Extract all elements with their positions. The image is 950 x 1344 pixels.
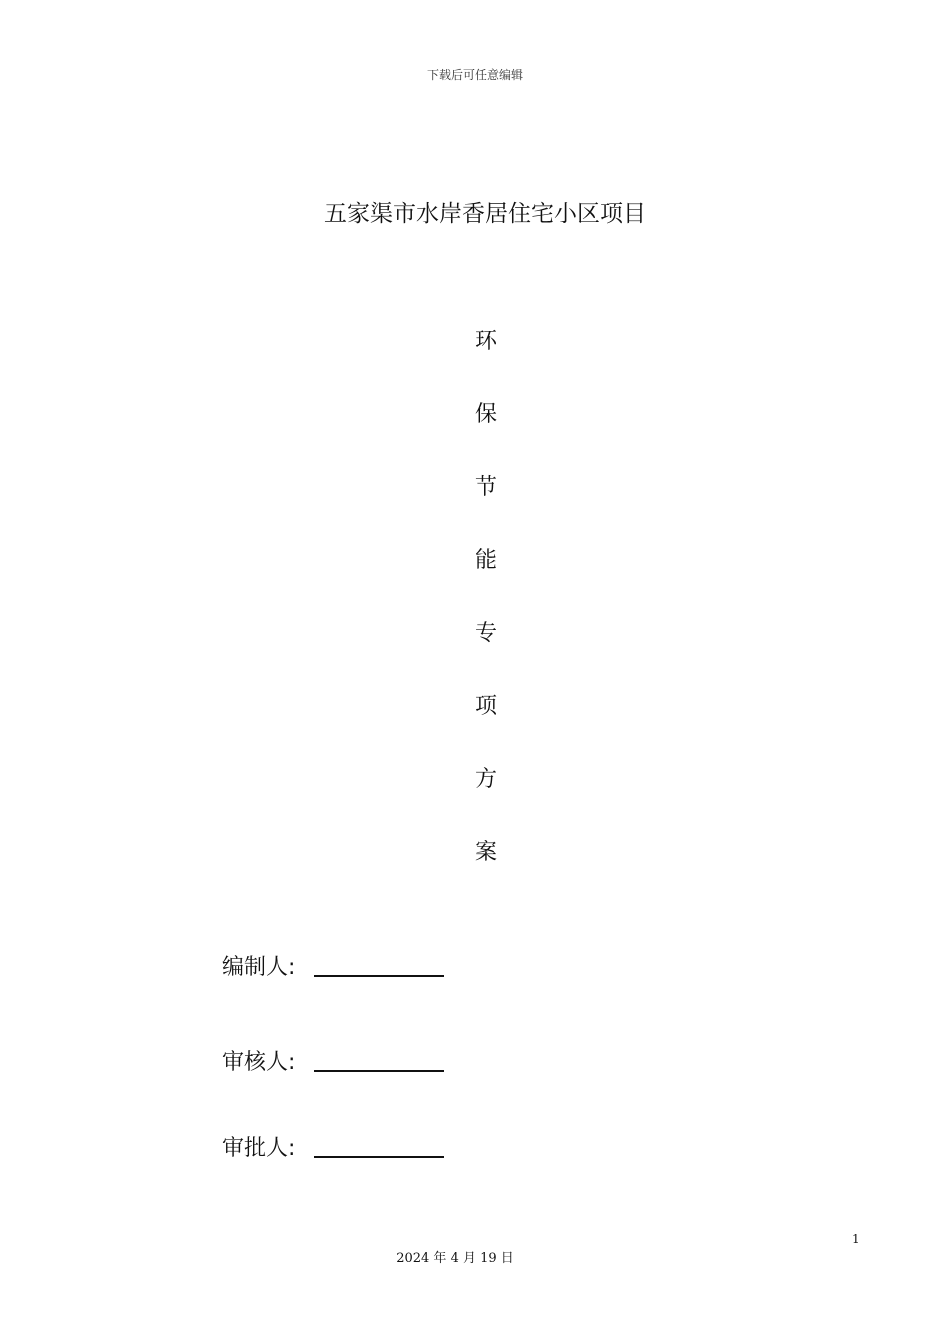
document-title: 五家渠市水岸香居住宅小区项目: [324, 201, 646, 227]
header-note: 下载后可任意编辑: [426, 68, 523, 82]
subtitle-char: 环: [474, 329, 497, 354]
signature-row-compiler: [222, 950, 444, 981]
subtitle-char: 保: [474, 402, 497, 427]
signature-row-reviewer: [222, 1045, 444, 1076]
subtitle-char: 专: [474, 621, 497, 646]
footer-date: 2024 年 4 月 19 日: [396, 1251, 514, 1266]
vertical-subtitle: [466, 325, 506, 909]
subtitle-char: 项: [474, 694, 497, 719]
subtitle-char: 案: [474, 840, 497, 865]
signature-row-approver: [222, 1131, 444, 1162]
approver-signature-field[interactable]: [314, 1156, 444, 1158]
reviewer-label: 审核人:: [222, 1050, 296, 1075]
subtitle-char: 能: [474, 548, 497, 573]
compiler-label: 编制人:: [222, 955, 296, 980]
approver-label: 审批人:: [222, 1136, 296, 1161]
reviewer-signature-field[interactable]: [314, 1070, 444, 1072]
page-number: 1: [852, 1232, 860, 1246]
subtitle-char: 节: [474, 475, 497, 500]
subtitle-char: 方: [474, 767, 497, 792]
compiler-signature-field[interactable]: [314, 975, 444, 977]
